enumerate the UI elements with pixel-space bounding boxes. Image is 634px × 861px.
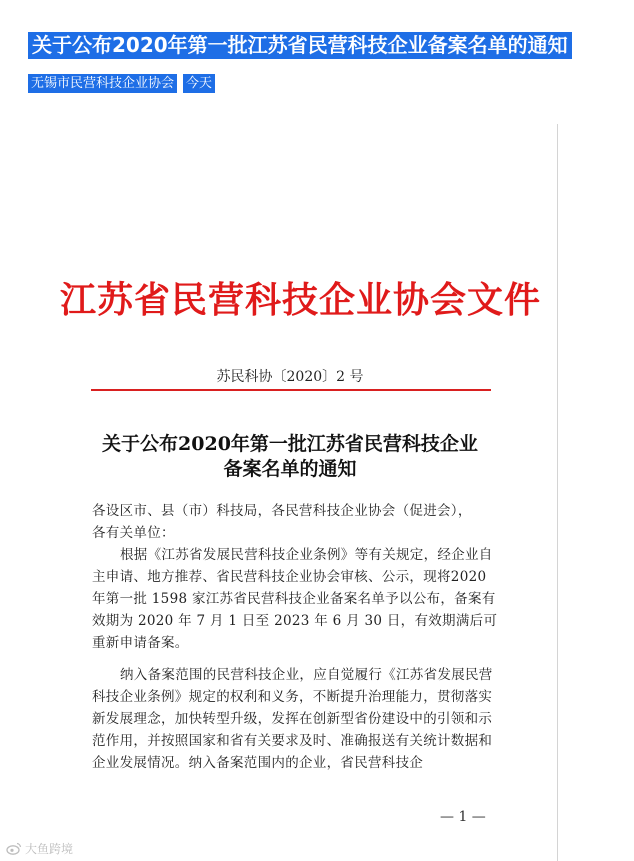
document-number: 苏民科协〔2020〕2 号 bbox=[216, 369, 364, 385]
addressee-line-2: 各有关单位： bbox=[92, 525, 175, 541]
heading-line-1: 关于公布2020年第一批江苏省民营科技企业 bbox=[102, 433, 478, 455]
document-heading bbox=[60, 432, 520, 482]
paragraph-1: 根据《江苏省发展民营科技企业条例》等有关规定，经企业自主申请、地方推荐、省民营科技企业协会审核、公示，现将2020 年第一批 1598 家江苏省民营科技企业备案名单予以公布，备案有效期为 2020 年 7 月 1 日至 2023 年 6 月 30 日，有效期满后可重新申请备案。 bbox=[92, 547, 498, 651]
page-number: — 1 — bbox=[440, 809, 486, 825]
document-body bbox=[92, 500, 500, 774]
article-meta bbox=[28, 74, 215, 93]
weibo-like-icon bbox=[6, 842, 22, 855]
addressee-line-1: 各设区市、县（市）科技局，各民营科技企业协会（促进会）， bbox=[92, 503, 472, 519]
heading-line-2: 备案名单的通知 bbox=[223, 458, 357, 480]
watermark bbox=[6, 840, 73, 857]
red-divider bbox=[91, 389, 491, 391]
watermark-text: 大鱼跨境 bbox=[25, 842, 74, 856]
document-header: 江苏省民营科技企业协会文件 bbox=[60, 279, 542, 321]
publish-date: 今天 bbox=[183, 74, 215, 93]
article-title: 关于公布2020年第一批江苏省民营科技企业备案名单的通知 bbox=[28, 32, 572, 59]
paragraph-2: 纳入备案范围的民营科技企业，应自觉履行《江苏省发展民营科技企业条例》规定的权利和义务，不断提升治理能力，贯彻落实新发展理念，加快转型升级，发挥在创新型省份建设中的引领和示范作用，并按照国家和省有关要求及时、准确报送有关统计数据和企业发展情况。纳入备案范围内的企业，省民营科技企 bbox=[92, 667, 493, 771]
source-link[interactable]: 无锡市民营科技企业协会 bbox=[28, 74, 177, 93]
document-page-edge bbox=[557, 124, 558, 861]
